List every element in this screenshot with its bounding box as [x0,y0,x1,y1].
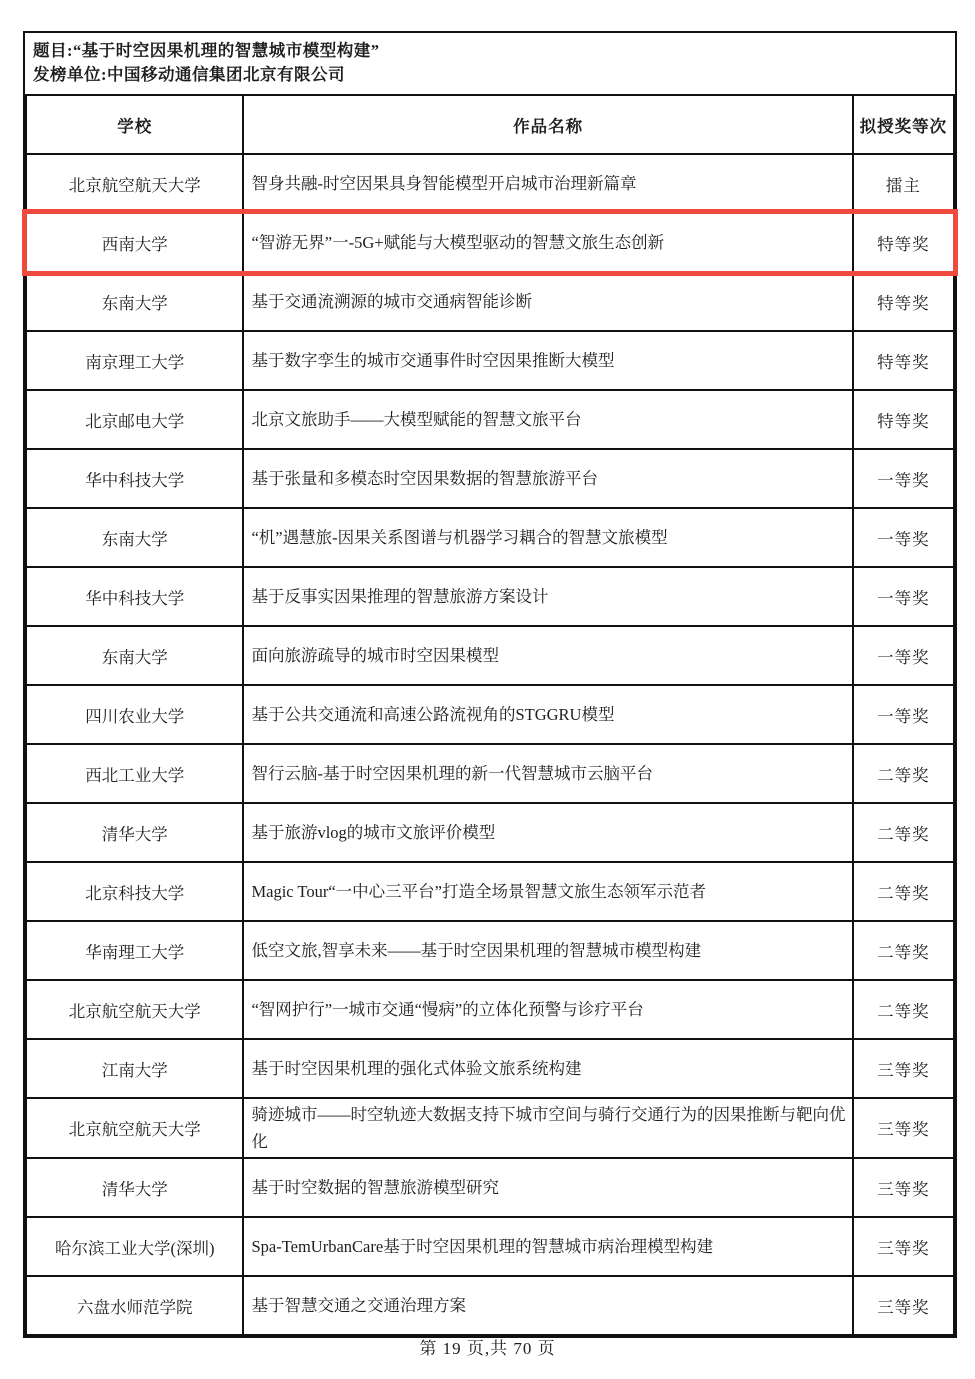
table-row [26,1217,954,1276]
table-row [26,862,954,921]
award-cell: 二等奖 [853,803,954,862]
table-row [26,626,954,685]
work-title-cell: “机”遇慧旅-因果关系图谱与机器学习耦合的智慧文旅模型 [243,508,852,567]
table-row [26,508,954,567]
school-cell: 东南大学 [26,626,243,685]
school-cell: 北京航空航天大学 [26,980,243,1039]
work-title-cell: 北京文旅助手——大模型赋能的智慧文旅平台 [243,390,852,449]
table-row [26,331,954,390]
work-title-cell: 智行云脑-基于时空因果机理的新一代智慧城市云脑平台 [243,744,852,803]
work-title-cell: 面向旅游疏导的城市时空因果模型 [243,626,852,685]
work-title-cell: Magic Tour“一中心三平台”打造全场景智慧文旅生态领军示范者 [243,862,852,921]
table-row [26,1276,954,1335]
page-number: 第 19 页,共 70 页 [419,1339,556,1358]
school-cell: 华中科技大学 [26,449,243,508]
award-cell: 特等奖 [853,390,954,449]
work-title-cell: “智游无界”一-5G+赋能与大模型驱动的智慧文旅生态创新 [243,213,852,272]
table-row [26,390,954,449]
school-cell: 华南理工大学 [26,921,243,980]
table-row [26,449,954,508]
table-row [26,921,954,980]
column-header-school: 学校 [26,95,243,154]
table-row [26,980,954,1039]
work-title-cell: 基于公共交通流和高速公路流视角的STGGRU模型 [243,685,852,744]
table-row [26,1039,954,1098]
table-body [26,154,954,1335]
award-cell: 三等奖 [853,1039,954,1098]
work-title-cell: 智身共融-时空因果具身智能模型开启城市治理新篇章 [243,154,852,213]
school-cell: 西北工业大学 [26,744,243,803]
column-header-work-title: 作品名称 [243,95,852,154]
school-cell: 北京科技大学 [26,862,243,921]
award-list-document [23,31,957,1338]
work-title-cell: Spa-TemUrbanCare基于时空因果机理的智慧城市病治理模型构建 [243,1217,852,1276]
school-cell: 南京理工大学 [26,331,243,390]
school-cell: 六盘水师范学院 [26,1276,243,1335]
award-cell: 一等奖 [853,685,954,744]
document-header [25,33,955,94]
work-title-cell: 低空文旅,智享未来——基于时空因果机理的智慧城市模型构建 [243,921,852,980]
school-cell: 北京航空航天大学 [26,1098,243,1158]
school-cell: 哈尔滨工业大学(深圳) [26,1217,243,1276]
work-title-cell: 骑迹城市——时空轨迹大数据支持下城市空间与骑行交通行为的因果推断与靶向优化 [243,1098,852,1158]
award-cell: 特等奖 [853,272,954,331]
doc-title-line: 题目:“基于时空因果机理的智慧城市模型构建” [33,41,380,60]
award-cell: 三等奖 [853,1217,954,1276]
award-cell: 二等奖 [853,980,954,1039]
work-title-cell: “智网护行”一城市交通“慢病”的立体化预警与诊疗平台 [243,980,852,1039]
school-cell: 华中科技大学 [26,567,243,626]
school-cell: 西南大学 [26,213,243,272]
award-cell: 一等奖 [853,626,954,685]
table-row [26,154,954,213]
table-row [26,1158,954,1217]
work-title-cell: 基于数字孪生的城市交通事件时空因果推断大模型 [243,331,852,390]
work-title-cell: 基于张量和多模态时空因果数据的智慧旅游平台 [243,449,852,508]
work-title-cell: 基于旅游vlog的城市文旅评价模型 [243,803,852,862]
table-row [26,744,954,803]
award-cell: 二等奖 [853,862,954,921]
table-row [26,567,954,626]
school-cell: 清华大学 [26,1158,243,1217]
work-title-cell: 基于反事实因果推理的智慧旅游方案设计 [243,567,852,626]
school-cell: 北京邮电大学 [26,390,243,449]
award-cell: 一等奖 [853,508,954,567]
award-cell: 三等奖 [853,1098,954,1158]
school-cell: 四川农业大学 [26,685,243,744]
award-cell: 三等奖 [853,1158,954,1217]
school-cell: 东南大学 [26,508,243,567]
award-cell: 特等奖 [853,213,954,272]
table-row [26,685,954,744]
table-row-highlighted [26,213,954,272]
award-cell: 二等奖 [853,921,954,980]
award-cell: 三等奖 [853,1276,954,1335]
table-row [26,272,954,331]
award-cell: 一等奖 [853,567,954,626]
table-header-row [26,95,954,154]
doc-issuer-line: 发榜单位:中国移动通信集团北京有限公司 [33,65,345,84]
award-cell: 二等奖 [853,744,954,803]
work-title-cell: 基于时空数据的智慧旅游模型研究 [243,1158,852,1217]
school-cell: 东南大学 [26,272,243,331]
award-cell: 一等奖 [853,449,954,508]
work-title-cell: 基于时空因果机理的强化式体验文旅系统构建 [243,1039,852,1098]
school-cell: 清华大学 [26,803,243,862]
award-cell: 特等奖 [853,331,954,390]
work-title-cell: 基于交通流溯源的城市交通病智能诊断 [243,272,852,331]
school-cell: 北京航空航天大学 [26,154,243,213]
school-cell: 江南大学 [26,1039,243,1098]
award-table [25,94,955,1336]
award-cell: 擂主 [853,154,954,213]
table-row [26,1098,954,1158]
column-header-award-level: 拟授奖等次 [853,95,954,154]
work-title-cell: 基于智慧交通之交通治理方案 [243,1276,852,1335]
table-row [26,803,954,862]
